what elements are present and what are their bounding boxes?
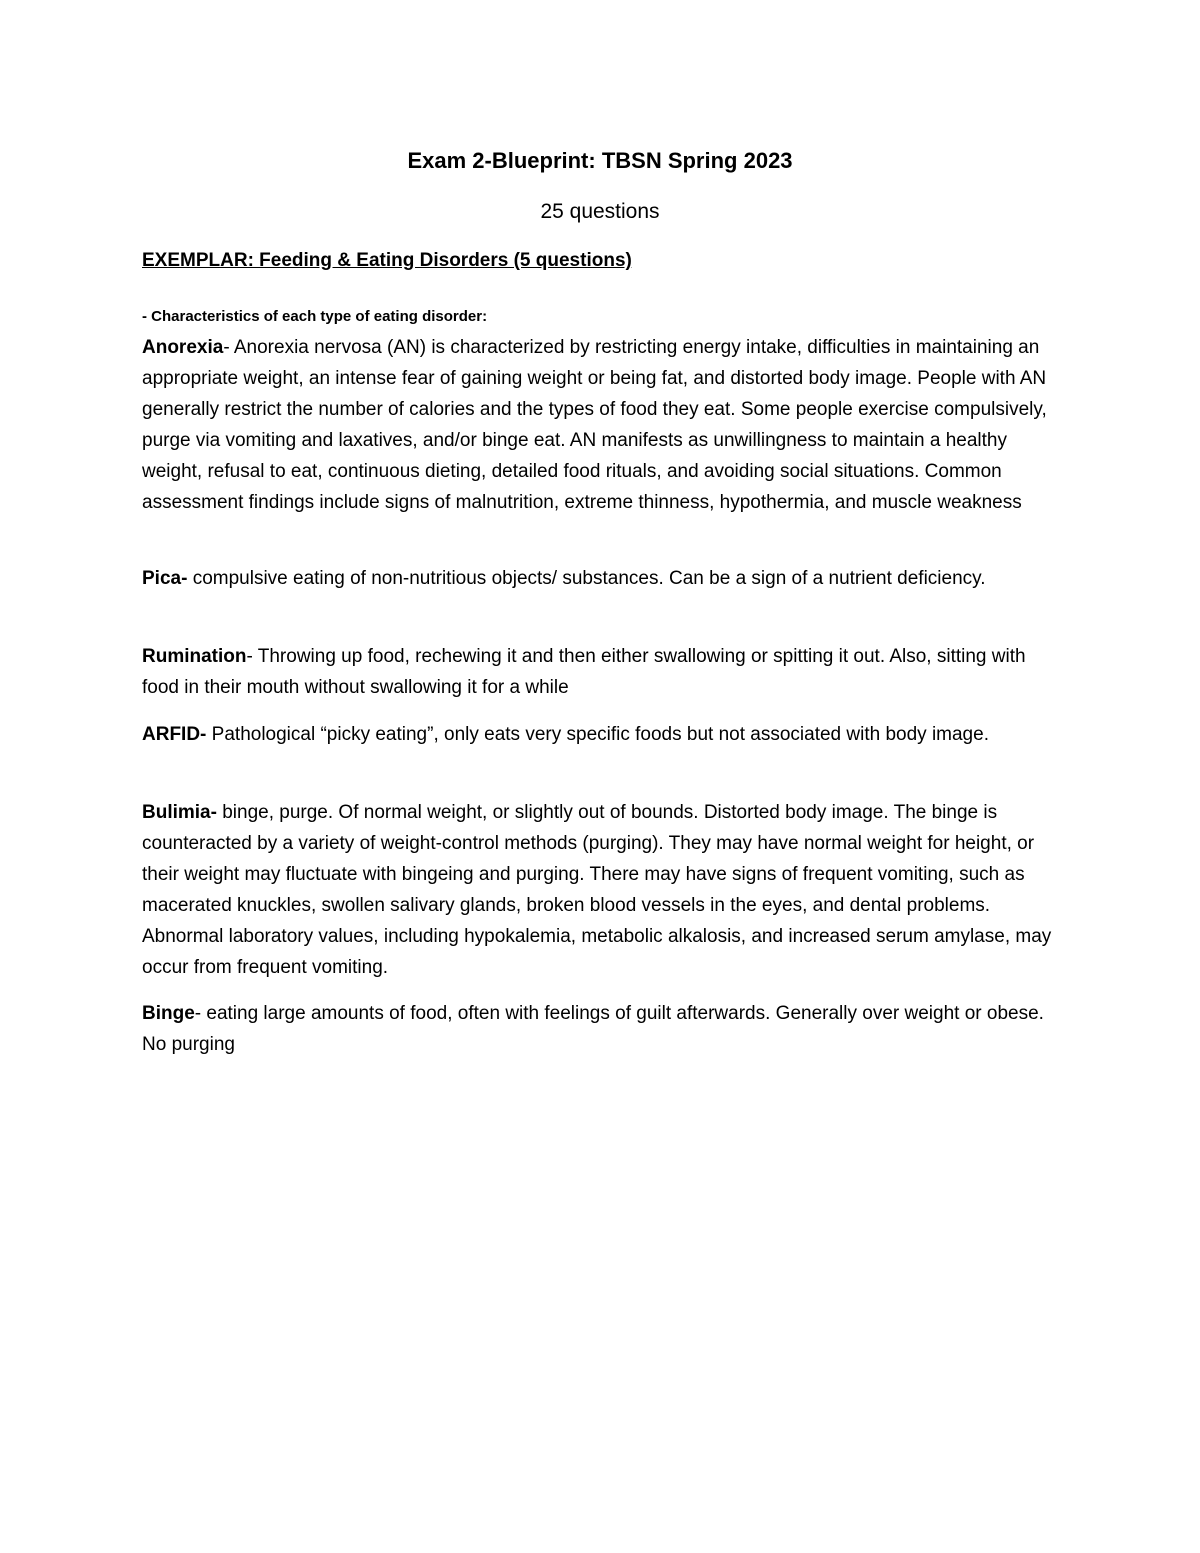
- entry-text: binge, purge. Of normal weight, or slightly out of bounds. Distorted body image. The binge is counteracted by a variety of weight-control methods (purging). They may have normal weight for height, or their weight may fluctuate with bingeing and purging. There may have signs of frequent vomiting, such as macerated knuckles, swollen salivary glands, broken blood vessels in the eyes, and dental problems. Abnormal laboratory values, including hypokalemia, metabolic alkalosis, and increased serum amylase, may occur from frequent vomiting.: [142, 802, 1052, 978]
- entry-bulimia: [142, 797, 1062, 983]
- entry-term: Binge: [142, 1003, 195, 1024]
- question-count: 25 questions: [540, 200, 660, 223]
- entry-pica: [142, 563, 1062, 594]
- entry-term: ARFID-: [142, 724, 207, 745]
- entry-binge: [142, 998, 1062, 1060]
- entry-term: Anorexia: [142, 337, 224, 358]
- entry-arfid: [142, 719, 1062, 750]
- entry-text: - Anorexia nervosa (AN) is characterized by restricting energy intake, difficulties in maintaining an appropriate weight, an intense fear of gaining weight or being fat, and distorted body image. People with AN generally restrict the number of calories and the types of food they eat. Some people exercise compulsively, purge via vomiting and laxatives, and/or binge eat. AN manifests as unwillingness to maintain a healthy weight, refusal to eat, continuous dieting, detailed food rituals, and avoiding social situations. Common assessment findings include signs of malnutrition, extreme thinness, hypothermia, and muscle weakness: [142, 337, 1047, 513]
- entry-text: - Throwing up food, rechewing it and then either swallowing or spitting it out. Also, sitting with food in their mouth without swallowing it for a while: [142, 646, 1026, 698]
- entry-term: Bulimia-: [142, 802, 217, 823]
- entry-term: Rumination: [142, 646, 247, 667]
- entry-text: - eating large amounts of food, often with feelings of guilt afterwards. Generally over weight or obese. No purging: [142, 1003, 1044, 1055]
- entry-text: compulsive eating of non-nutritious objects/ substances. Can be a sign of a nutrient deficiency.: [187, 568, 986, 589]
- entry-anorexia: [142, 332, 1062, 518]
- section-intro: - Characteristics of each type of eating disorder:: [142, 308, 488, 325]
- entry-term: Pica-: [142, 568, 188, 589]
- entry-text: Pathological “picky eating”, only eats very specific foods but not associated with body image.: [206, 724, 989, 745]
- document-title: Exam 2-Blueprint: TBSN Spring 2023: [407, 148, 793, 173]
- section-heading: EXEMPLAR: Feeding & Eating Disorders (5 questions): [142, 250, 632, 271]
- entry-rumination: [142, 641, 1062, 703]
